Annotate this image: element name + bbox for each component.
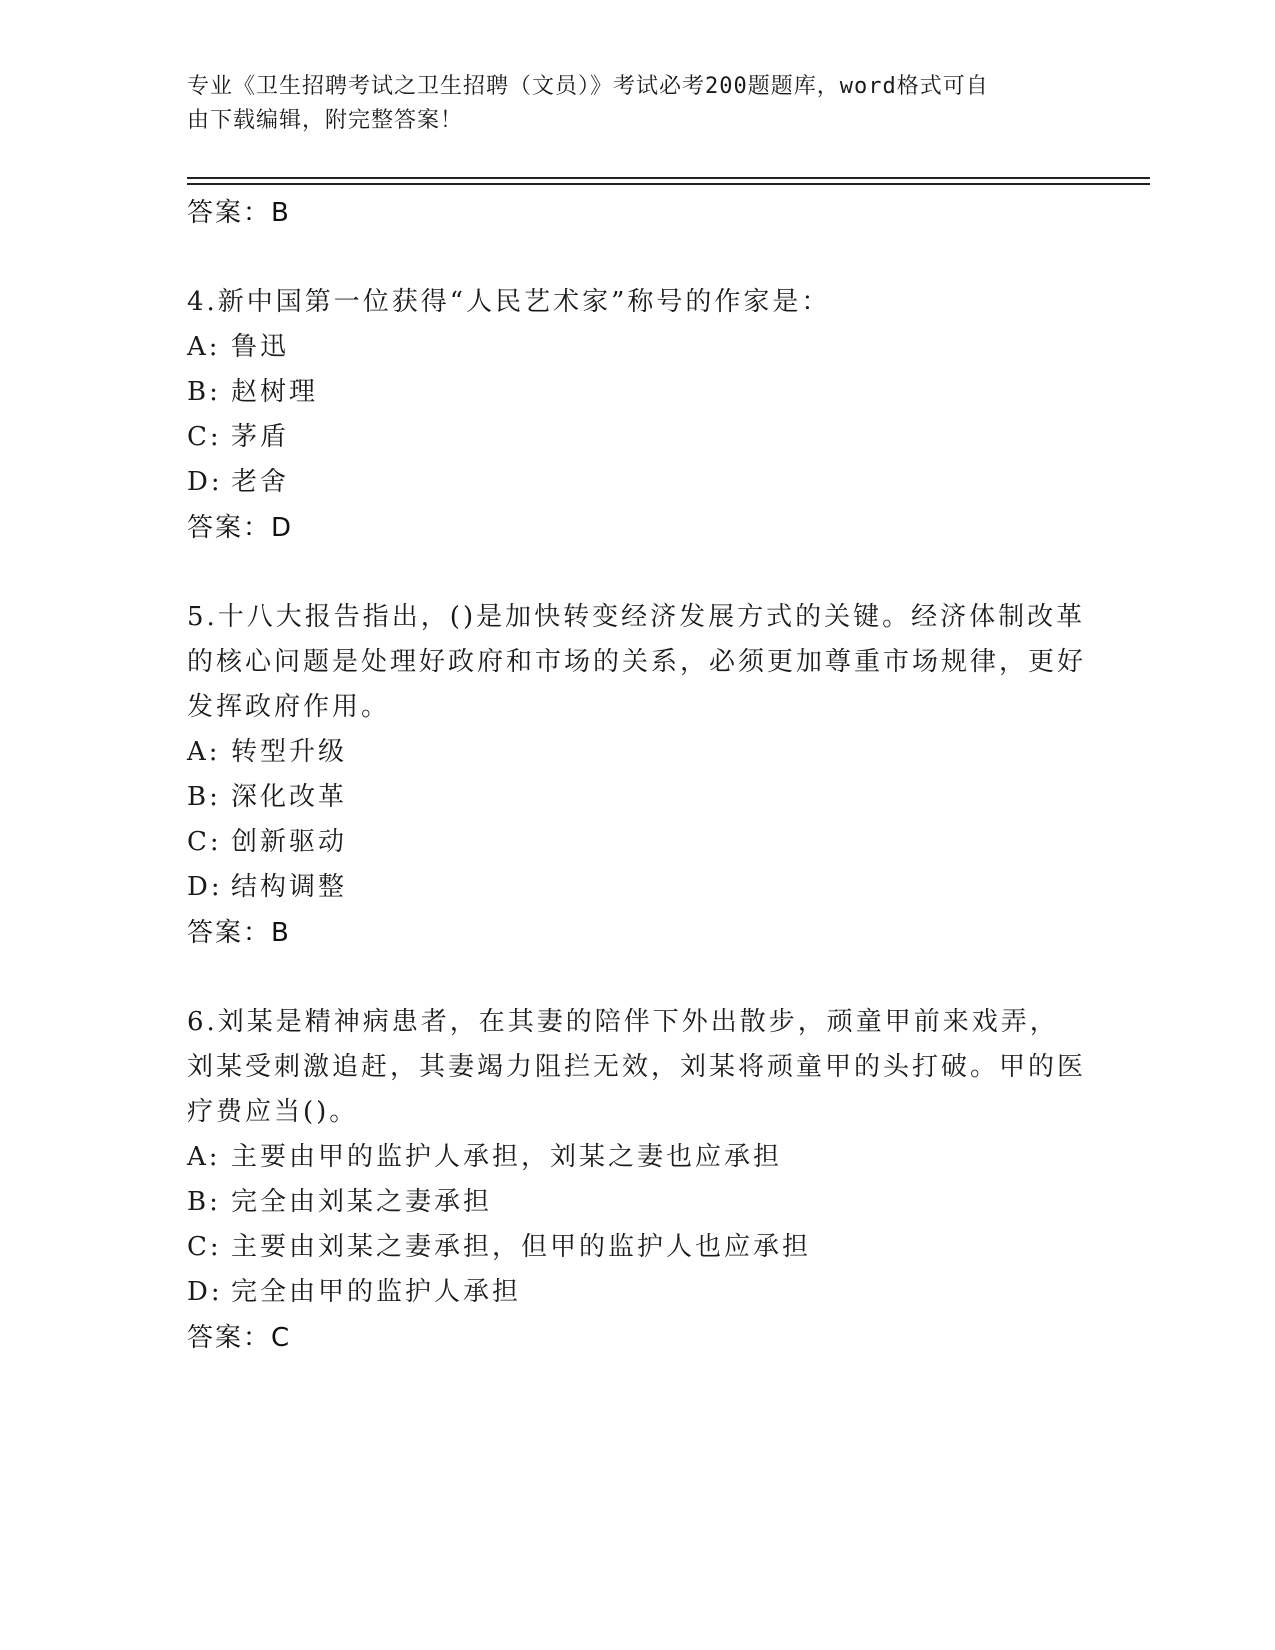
option-d [187, 865, 1087, 910]
option-text: 深化改革 [231, 782, 348, 812]
question-stem: 4.新中国第一位获得“人民艺术家”称号的作家是： [187, 287, 831, 317]
option-c [187, 415, 1087, 460]
answer-value: C [271, 1323, 291, 1353]
option-letter: C: [187, 422, 222, 452]
option-letter: B: [187, 1187, 221, 1217]
answer-line [187, 910, 1087, 956]
question-stem: 5.十八大报告指出，()是加快转变经济发展方式的关键。经济体制改革的核心问题是处理好政府和市场的关系，必须更加尊重市场规律，更好发挥政府作用。 [187, 602, 1087, 722]
answer-label: 答案： [187, 513, 272, 543]
answer-label: 答案： [187, 1323, 272, 1353]
block-spacer [187, 551, 1087, 595]
answer-value: D [271, 513, 293, 543]
block-spacer [187, 236, 1087, 280]
option-a [187, 730, 1087, 775]
option-letter: B: [187, 377, 221, 407]
option-letter: A: [187, 737, 221, 767]
header-line-2: 由下载编辑，附完整答案！ [187, 108, 464, 133]
option-text: 茅盾 [231, 422, 290, 452]
answer-line [187, 505, 1087, 551]
option-letter: C: [187, 827, 222, 857]
option-text: 鲁迅 [231, 332, 290, 362]
option-letter: D: [187, 467, 223, 497]
option-text: 创新驱动 [231, 827, 348, 857]
question-5 [187, 595, 1087, 956]
option-letter: A: [187, 1142, 221, 1172]
option-letter: C: [187, 1232, 222, 1262]
option-d [187, 460, 1087, 505]
question-4 [187, 280, 1087, 551]
option-b [187, 1180, 1087, 1225]
question-stem: 6.刘某是精神病患者，在其妻的陪伴下外出散步，顽童甲前来戏弄，刘某受刺激追赶，其妻竭力阻拦无效，刘某将顽童甲的头打破。甲的医疗费应当()。 [187, 1007, 1087, 1127]
option-letter: A: [187, 332, 221, 362]
answer-line [187, 1315, 1087, 1361]
option-d [187, 1270, 1087, 1315]
option-text: 完全由甲的监护人承担 [231, 1277, 522, 1307]
document-header [187, 70, 1067, 138]
option-c [187, 820, 1087, 865]
option-c [187, 1225, 1087, 1270]
option-text: 结构调整 [231, 872, 348, 902]
question-list [187, 190, 1087, 1361]
header-line-1: 专业《卫生招聘考试之卫生招聘（文员）》考试必考200题题库，word格式可自 [187, 74, 989, 99]
block-spacer [187, 956, 1087, 1000]
header-rule-top [187, 177, 1150, 179]
option-letter: B: [187, 782, 221, 812]
option-b [187, 775, 1087, 820]
option-a [187, 1135, 1087, 1180]
answer-line [187, 190, 1087, 236]
question-6 [187, 1000, 1087, 1361]
option-letter: D: [187, 1277, 223, 1307]
option-text: 赵树理 [231, 377, 319, 407]
option-text: 主要由甲的监护人承担，刘某之妻也应承担 [231, 1142, 783, 1172]
option-text: 主要由刘某之妻承担，但甲的监护人也应承担 [231, 1232, 812, 1262]
answer-value: B [271, 918, 290, 948]
option-b [187, 370, 1087, 415]
header-rule-bottom [187, 183, 1150, 185]
answer-value: B [271, 198, 290, 228]
option-a [187, 325, 1087, 370]
answer-label: 答案： [187, 198, 272, 228]
option-text: 老舍 [231, 467, 290, 497]
option-text: 完全由刘某之妻承担 [231, 1187, 493, 1217]
option-letter: D: [187, 872, 223, 902]
answer-label: 答案： [187, 918, 272, 948]
option-text: 转型升级 [231, 737, 348, 767]
